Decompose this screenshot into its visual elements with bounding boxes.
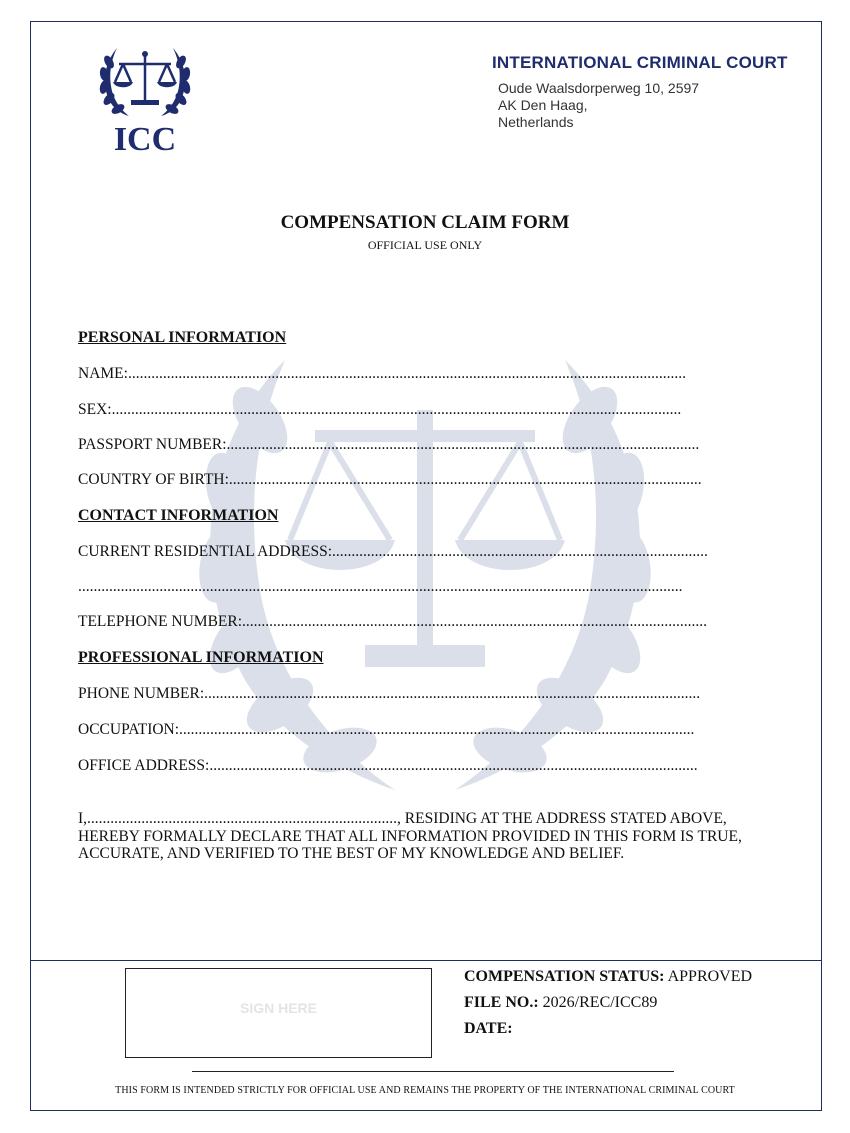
- residential-address-line2-field[interactable]: ............................................................................................................................................................: [78, 578, 683, 595]
- address-line: Netherlands: [498, 114, 574, 130]
- residential-address-field[interactable]: CURRENT RESIDENTIAL ADDRESS:.................................................................................................: [78, 543, 708, 560]
- telephone-number-field[interactable]: TELEPHONE NUMBER:........................................................................................................................: [78, 613, 708, 630]
- file-value: 2026/REC/ICC89: [542, 994, 658, 1011]
- signature-placeholder: SIGN HERE: [239, 1000, 317, 1016]
- date-row: [464, 1020, 513, 1038]
- declaration-text: I,................................................................................, RESIDING AT THE ADDRESS STATED ABOVE, HEREBY FORMALLY DECLARE THAT ALL INFORMATION PROVIDED IN THIS FORM IS TRUE, ACCURATE, AND VERIFIED TO THE BEST OF MY KNOWLEDGE AND BELIEF.: [78, 810, 742, 862]
- status-value: APPROVED: [667, 968, 753, 985]
- phone-number-field[interactable]: PHONE NUMBER:................................................................................................................................: [78, 685, 701, 702]
- compensation-status: [464, 968, 752, 986]
- status-label: COMPENSATION STATUS:: [464, 968, 665, 985]
- form-title: COMPENSATION CLAIM FORM: [280, 212, 570, 233]
- signature-box[interactable]: [125, 968, 432, 1058]
- section-professional-heading: PROFESSIONAL INFORMATION: [78, 649, 324, 666]
- bottom-divider: [30, 960, 822, 961]
- date-label: DATE:: [464, 1020, 513, 1037]
- passport-number-field[interactable]: PASSPORT NUMBER:..........................................................................................................................: [78, 436, 700, 453]
- occupation-field[interactable]: OCCUPATION:.....................................................................................................................................: [78, 721, 695, 738]
- address-line: Oude Waalsdorperweg 10, 2597: [498, 80, 700, 96]
- court-address: [498, 80, 699, 131]
- file-label: FILE NO.:: [464, 994, 539, 1011]
- logo-text: ICC: [113, 121, 177, 155]
- file-number: [464, 994, 657, 1012]
- icc-logo: [95, 40, 195, 155]
- court-name: INTERNATIONAL CRIMINAL COURT: [492, 53, 788, 72]
- footer-notice: THIS FORM IS INTENDED STRICTLY FOR OFFICIAL USE AND REMAINS THE PROPERTY OF THE INTERNATIONAL CRIMINAL COURT: [115, 1085, 735, 1096]
- section-contact-heading: CONTACT INFORMATION: [78, 507, 279, 524]
- section-personal-heading: PERSONAL INFORMATION: [78, 329, 287, 346]
- address-line: AK Den Haag,: [498, 97, 588, 113]
- country-of-birth-field[interactable]: COUNTRY OF BIRTH:..........................................................................................................................: [78, 471, 702, 488]
- office-address-field[interactable]: OFFICE ADDRESS:..............................................................................................................................: [78, 757, 698, 774]
- name-field[interactable]: NAME:................................................................................................................................................: [78, 365, 686, 382]
- sex-field[interactable]: SEX:...................................................................................................................................................: [78, 401, 682, 418]
- signature-line: [192, 1071, 674, 1072]
- form-subtitle: OFFICIAL USE ONLY: [367, 238, 483, 252]
